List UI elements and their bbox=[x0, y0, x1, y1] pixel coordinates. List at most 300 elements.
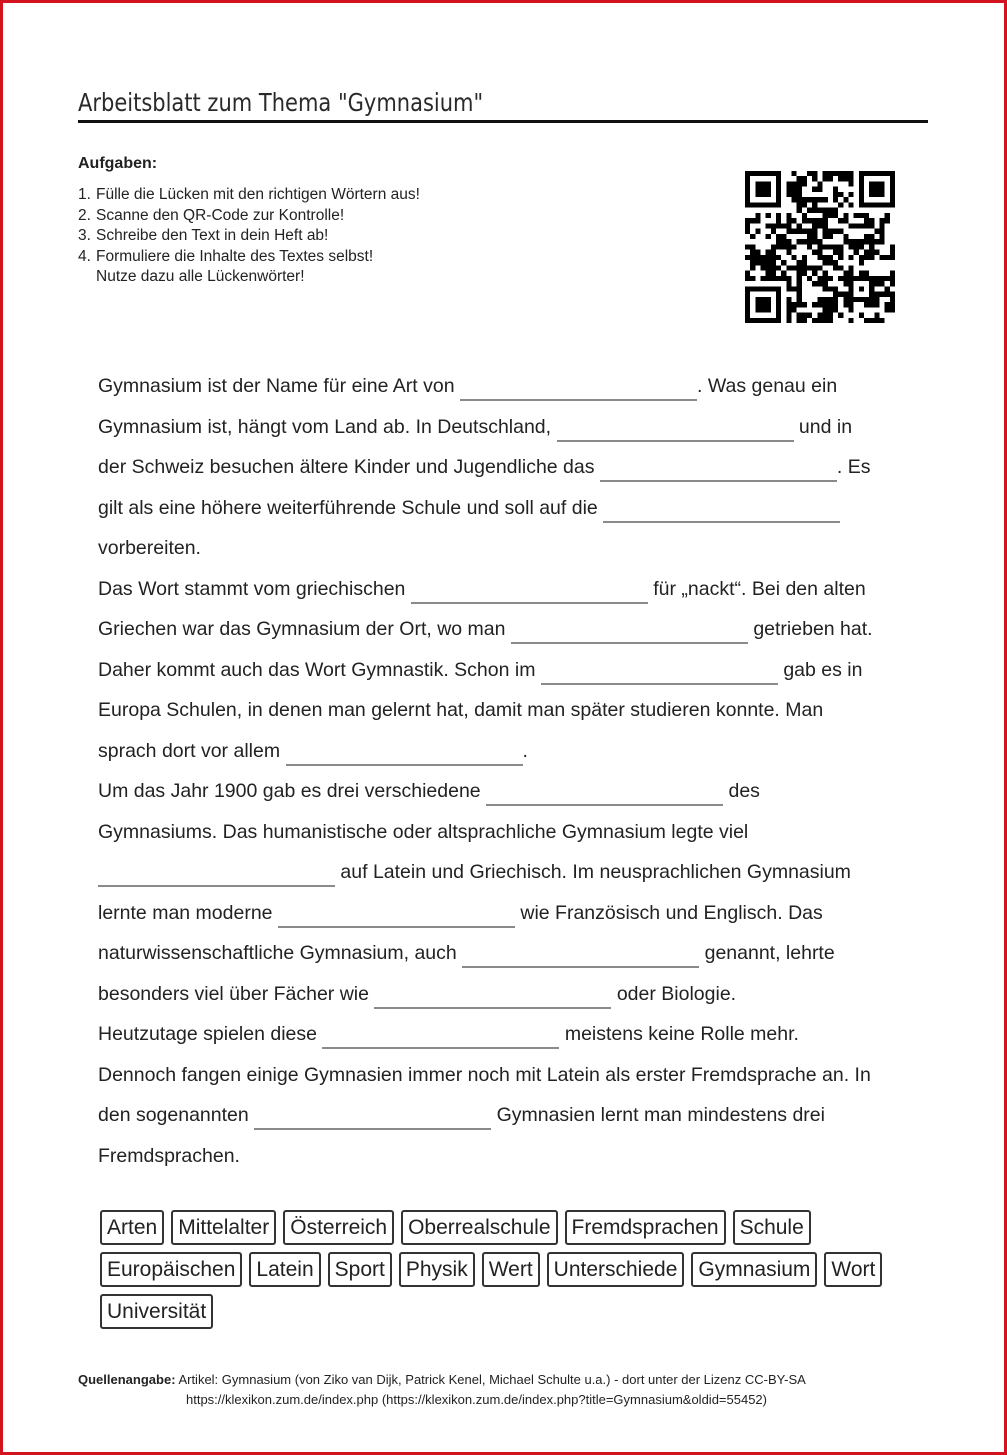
qr-module bbox=[890, 187, 895, 192]
word-chip[interactable]: Physik bbox=[399, 1252, 475, 1287]
qr-module bbox=[885, 302, 890, 307]
qr-module bbox=[766, 187, 771, 192]
qr-module bbox=[817, 223, 822, 228]
qr-module bbox=[776, 197, 781, 202]
gap-field[interactable] bbox=[254, 1104, 491, 1130]
qr-module bbox=[797, 223, 802, 228]
qr-module bbox=[869, 318, 874, 323]
qr-module bbox=[807, 218, 812, 223]
qr-module bbox=[745, 318, 750, 323]
qr-module bbox=[833, 260, 838, 265]
qr-module bbox=[864, 218, 869, 223]
qr-module bbox=[848, 202, 853, 207]
qr-module bbox=[766, 250, 771, 255]
word-chip[interactable]: Wort bbox=[824, 1252, 882, 1287]
qr-module bbox=[864, 250, 869, 255]
qr-module bbox=[802, 229, 807, 234]
qr-module bbox=[776, 244, 781, 249]
qr-module bbox=[812, 250, 817, 255]
qr-module bbox=[823, 307, 828, 312]
qr-module bbox=[848, 302, 853, 307]
qr-module bbox=[776, 276, 781, 281]
gap-field[interactable] bbox=[322, 1023, 559, 1049]
text-line: Dennoch fangen einige Gymnasien immer noch mit Latein als erster Fremdsprache an. In bbox=[98, 1063, 871, 1086]
qr-module bbox=[833, 307, 838, 312]
qr-module bbox=[828, 307, 833, 312]
word-chip[interactable]: Schule bbox=[733, 1210, 811, 1245]
qr-module bbox=[766, 297, 771, 302]
qr-module bbox=[812, 302, 817, 307]
qr-module bbox=[869, 281, 874, 286]
qr-module bbox=[848, 176, 853, 181]
qr-module bbox=[750, 250, 755, 255]
qr-module bbox=[776, 223, 781, 228]
qr-module bbox=[802, 213, 807, 218]
text-line: Europa Schulen, in denen man gelernt hat, damit man später studieren konnte. Man bbox=[98, 699, 824, 721]
word-chip[interactable]: Europäischen bbox=[100, 1252, 242, 1287]
word-bank-row bbox=[100, 1294, 920, 1329]
qr-module bbox=[890, 302, 895, 307]
gap-field[interactable] bbox=[460, 375, 697, 401]
qr-module bbox=[792, 244, 797, 249]
qr-module bbox=[802, 202, 807, 207]
word-chip[interactable]: Oberrealschule bbox=[401, 1210, 557, 1245]
qr-module bbox=[890, 171, 895, 176]
qr-module bbox=[874, 292, 879, 297]
qr-module bbox=[792, 197, 797, 202]
qr-module bbox=[776, 171, 781, 176]
qr-module bbox=[797, 281, 802, 286]
word-chip[interactable]: Wert bbox=[482, 1252, 540, 1287]
qr-module bbox=[843, 271, 848, 276]
qr-module bbox=[823, 223, 828, 228]
qr-module bbox=[797, 239, 802, 244]
qr-module bbox=[885, 276, 890, 281]
qr-module bbox=[786, 276, 791, 281]
qr-module bbox=[833, 197, 838, 202]
qr-module bbox=[802, 260, 807, 265]
qr-module bbox=[797, 202, 802, 207]
qr-module bbox=[833, 250, 838, 255]
qr-module bbox=[776, 255, 781, 260]
text-line: lernte man moderne wie Französisch und Englisch. Das bbox=[98, 893, 918, 934]
qr-module bbox=[792, 187, 797, 192]
qr-module bbox=[869, 297, 874, 302]
qr-module bbox=[854, 213, 859, 218]
qr-module bbox=[776, 286, 781, 291]
qr-module bbox=[843, 213, 848, 218]
qr-module bbox=[854, 239, 859, 244]
qr-module bbox=[890, 197, 895, 202]
qr-module bbox=[807, 229, 812, 234]
qr-module bbox=[817, 297, 822, 302]
qr-module bbox=[792, 229, 797, 234]
gap-field[interactable] bbox=[278, 902, 515, 928]
qr-module bbox=[885, 307, 890, 312]
qr-module bbox=[761, 302, 766, 307]
qr-module bbox=[802, 271, 807, 276]
qr-module bbox=[874, 239, 879, 244]
qr-module bbox=[797, 208, 802, 213]
qr-module bbox=[750, 171, 755, 176]
qr-module bbox=[786, 297, 791, 302]
qr-module bbox=[874, 181, 879, 186]
qr-module bbox=[817, 187, 822, 192]
qr-module bbox=[874, 297, 879, 302]
gap-field[interactable] bbox=[600, 456, 837, 482]
gap-field[interactable] bbox=[98, 861, 335, 887]
text-line: Gymnasiums. Das humanistische oder altsprachliche Gymnasium legte viel bbox=[98, 820, 749, 843]
qr-module bbox=[864, 318, 869, 323]
qr-module bbox=[879, 318, 884, 323]
qr-module bbox=[750, 318, 755, 323]
qr-module bbox=[817, 250, 822, 255]
qr-module bbox=[854, 250, 859, 255]
qr-module bbox=[781, 234, 786, 239]
qr-module bbox=[823, 171, 828, 176]
gap-field[interactable] bbox=[462, 942, 699, 968]
qr-module bbox=[797, 265, 802, 270]
qr-module bbox=[771, 265, 776, 270]
text-line: besonders viel über Fächer wie oder Biologie. bbox=[98, 974, 918, 1015]
qr-module bbox=[864, 297, 869, 302]
qr-module bbox=[802, 318, 807, 323]
qr-module bbox=[812, 239, 817, 244]
qr-module bbox=[807, 171, 812, 176]
qr-module bbox=[792, 302, 797, 307]
qr-module bbox=[838, 192, 843, 197]
qr-module bbox=[823, 234, 828, 239]
qr-module bbox=[745, 313, 750, 318]
qr-module bbox=[786, 181, 791, 186]
qr-module bbox=[833, 244, 838, 249]
qr-module bbox=[833, 286, 838, 291]
qr-module bbox=[823, 281, 828, 286]
qr-module bbox=[755, 229, 760, 234]
word-chip[interactable]: Fremdsprachen bbox=[565, 1210, 726, 1245]
qr-module bbox=[864, 276, 869, 281]
qr-module bbox=[869, 187, 874, 192]
qr-module bbox=[823, 260, 828, 265]
qr-module bbox=[766, 307, 771, 312]
qr-module bbox=[761, 307, 766, 312]
qr-module bbox=[879, 218, 884, 223]
qr-module bbox=[869, 234, 874, 239]
qr-module bbox=[812, 208, 817, 213]
qr-module bbox=[766, 181, 771, 186]
qr-module bbox=[874, 187, 879, 192]
qr-module bbox=[750, 286, 755, 291]
qr-module bbox=[828, 297, 833, 302]
text-line: Heutzutage spielen diese meistens keine Rolle mehr. bbox=[98, 1014, 918, 1055]
qr-module bbox=[890, 192, 895, 197]
qr-module bbox=[817, 181, 822, 186]
qr-module bbox=[848, 171, 853, 176]
task-item: 2. Scanne den QR-Code zur Kontrolle! bbox=[78, 206, 345, 224]
qr-module bbox=[874, 171, 879, 176]
worksheet-title: Arbeitsblatt zum Thema "Gymnasium" bbox=[78, 88, 484, 117]
qr-module bbox=[843, 281, 848, 286]
word-chip[interactable]: Arten bbox=[100, 1210, 164, 1245]
gap-field[interactable] bbox=[486, 780, 723, 806]
qr-module bbox=[838, 255, 843, 260]
qr-module bbox=[797, 313, 802, 318]
qr-module bbox=[786, 239, 791, 244]
qr-module bbox=[750, 234, 755, 239]
qr-module bbox=[864, 271, 869, 276]
qr-module bbox=[823, 213, 828, 218]
gap-field[interactable] bbox=[603, 497, 840, 523]
qr-module bbox=[802, 265, 807, 270]
qr-module bbox=[755, 307, 760, 312]
qr-module bbox=[833, 187, 838, 192]
qr-module bbox=[755, 318, 760, 323]
word-chip[interactable]: Mittelalter bbox=[171, 1210, 276, 1245]
qr-module bbox=[859, 271, 864, 276]
qr-module bbox=[786, 187, 791, 192]
qr-module bbox=[859, 276, 864, 281]
qr-module bbox=[766, 192, 771, 197]
qr-module bbox=[766, 213, 771, 218]
qr-module bbox=[807, 244, 812, 249]
qr-module bbox=[812, 281, 817, 286]
qr-module bbox=[776, 213, 781, 218]
qr-module bbox=[823, 197, 828, 202]
qr-module bbox=[776, 239, 781, 244]
qr-module bbox=[869, 202, 874, 207]
qr-module bbox=[792, 181, 797, 186]
qr-module bbox=[817, 302, 822, 307]
qr-module bbox=[885, 292, 890, 297]
qr-module bbox=[828, 255, 833, 260]
qr-module bbox=[828, 229, 833, 234]
source-label: Quellenangabe: bbox=[78, 1372, 176, 1387]
qr-module bbox=[869, 223, 874, 228]
qr-module bbox=[766, 171, 771, 176]
qr-module bbox=[848, 318, 853, 323]
qr-module bbox=[843, 218, 848, 223]
text-line: den sogenannten Gymnasien lernt man mindestens drei bbox=[98, 1095, 918, 1136]
task-item: 1. Fülle die Lücken mit den richtigen Wörtern aus! bbox=[78, 186, 420, 203]
qr-module bbox=[859, 223, 864, 228]
qr-module bbox=[823, 244, 828, 249]
qr-module bbox=[874, 302, 879, 307]
qr-module bbox=[817, 197, 822, 202]
qr-module bbox=[848, 244, 853, 249]
qr-module bbox=[761, 192, 766, 197]
qr-module bbox=[823, 229, 828, 234]
qr-module bbox=[823, 276, 828, 281]
qr-module bbox=[859, 244, 864, 249]
qr-module bbox=[745, 307, 750, 312]
qr-module bbox=[828, 302, 833, 307]
qr-module bbox=[755, 192, 760, 197]
qr-module bbox=[755, 286, 760, 291]
qr-module bbox=[786, 213, 791, 218]
task-item: 4. Formuliere die Inhalte des Textes selbst! bbox=[78, 247, 374, 265]
qr-module bbox=[879, 255, 884, 260]
qr-module bbox=[833, 297, 838, 302]
qr-module bbox=[802, 181, 807, 186]
qr-module bbox=[843, 276, 848, 281]
qr-module bbox=[771, 276, 776, 281]
gap-field[interactable] bbox=[541, 659, 778, 685]
qr-module bbox=[869, 192, 874, 197]
qr-module bbox=[833, 292, 838, 297]
qr-module bbox=[817, 265, 822, 270]
source-url[interactable]: https://klexikon.zum.de/index.php (https://klexikon.zum.de/index.php?title=Gymnasium&oldid=55452) bbox=[186, 1392, 767, 1407]
qr-module bbox=[745, 297, 750, 302]
qr-module bbox=[750, 202, 755, 207]
qr-module bbox=[833, 229, 838, 234]
qr-module bbox=[817, 318, 822, 323]
qr-module bbox=[848, 297, 853, 302]
qr-module bbox=[745, 244, 750, 249]
qr-module bbox=[879, 223, 884, 228]
qr-module bbox=[802, 313, 807, 318]
qr-module bbox=[823, 297, 828, 302]
qr-module bbox=[812, 234, 817, 239]
qr-module bbox=[761, 297, 766, 302]
qr-module bbox=[745, 192, 750, 197]
qr-module bbox=[807, 265, 812, 270]
qr-module bbox=[786, 307, 791, 312]
qr-module bbox=[833, 213, 838, 218]
word-bank bbox=[100, 1210, 920, 1336]
qr-module bbox=[786, 223, 791, 228]
qr-module bbox=[848, 276, 853, 281]
qr-module bbox=[786, 218, 791, 223]
qr-module bbox=[797, 197, 802, 202]
task-item-continuation: Nutze dazu alle Lückenwörter! bbox=[96, 268, 305, 286]
qr-module bbox=[792, 286, 797, 291]
qr-module bbox=[890, 244, 895, 249]
qr-module bbox=[797, 187, 802, 192]
qr-module bbox=[745, 286, 750, 291]
qr-module bbox=[817, 281, 822, 286]
gap-field[interactable] bbox=[411, 578, 648, 604]
qr-module bbox=[828, 234, 833, 239]
qr-module bbox=[885, 171, 890, 176]
qr-module bbox=[797, 286, 802, 291]
qr-module bbox=[848, 286, 853, 291]
qr-module bbox=[869, 276, 874, 281]
text-line: Daher kommt auch das Wort Gymnastik. Schon im gab es in bbox=[98, 650, 918, 691]
word-chip[interactable]: Österreich bbox=[283, 1210, 394, 1245]
qr-module bbox=[823, 255, 828, 260]
qr-module bbox=[843, 197, 848, 202]
qr-module bbox=[750, 260, 755, 265]
qr-module bbox=[766, 286, 771, 291]
text-line: Gymnasium ist der Name für eine Art von . Was genau ein bbox=[98, 366, 918, 407]
qr-module bbox=[797, 302, 802, 307]
qr-module bbox=[776, 234, 781, 239]
qr-module bbox=[745, 276, 750, 281]
qr-module bbox=[817, 239, 822, 244]
qr-module bbox=[812, 218, 817, 223]
qr-module bbox=[869, 292, 874, 297]
qr-module bbox=[838, 218, 843, 223]
qr-module bbox=[755, 213, 760, 218]
qr-module bbox=[869, 286, 874, 291]
gap-field[interactable] bbox=[286, 740, 523, 766]
qr-module bbox=[761, 171, 766, 176]
qr-module bbox=[771, 202, 776, 207]
qr-module bbox=[848, 255, 853, 260]
qr-module bbox=[755, 218, 760, 223]
qr-module bbox=[828, 208, 833, 213]
word-bank-row bbox=[100, 1210, 920, 1245]
qr-module bbox=[879, 281, 884, 286]
qr-module bbox=[786, 318, 791, 323]
qr-module bbox=[823, 302, 828, 307]
qr-module bbox=[745, 171, 750, 176]
qr-module bbox=[838, 244, 843, 249]
qr-module bbox=[823, 286, 828, 291]
qr-module bbox=[817, 218, 822, 223]
qr-module bbox=[797, 260, 802, 265]
text-line: gilt als eine höhere weiterführende Schule und soll auf die bbox=[98, 488, 918, 529]
qr-module bbox=[874, 229, 879, 234]
qr-module bbox=[761, 181, 766, 186]
word-chip[interactable]: Universität bbox=[100, 1294, 213, 1329]
qr-module bbox=[797, 271, 802, 276]
qr-module bbox=[812, 271, 817, 276]
qr-module bbox=[776, 297, 781, 302]
qr-module bbox=[797, 292, 802, 297]
qr-module bbox=[766, 234, 771, 239]
gap-field[interactable] bbox=[511, 618, 748, 644]
qr-module bbox=[823, 218, 828, 223]
gap-field[interactable] bbox=[374, 983, 611, 1009]
gap-field[interactable] bbox=[557, 416, 794, 442]
qr-module bbox=[823, 176, 828, 181]
qr-module bbox=[797, 192, 802, 197]
text-line: Gymnasium ist, hängt vom Land ab. In Deutschland, und in bbox=[98, 407, 918, 448]
tasks-heading: Aufgaben: bbox=[78, 155, 158, 172]
qr-module bbox=[859, 187, 864, 192]
word-chip[interactable]: Latein bbox=[249, 1252, 320, 1287]
qr-module bbox=[771, 255, 776, 260]
qr-module bbox=[890, 297, 895, 302]
word-chip[interactable]: Unterschiede bbox=[547, 1252, 685, 1287]
qr-module bbox=[859, 313, 864, 318]
qr-module bbox=[848, 292, 853, 297]
qr-module bbox=[776, 313, 781, 318]
word-chip[interactable]: Gymnasium bbox=[691, 1252, 817, 1287]
word-chip[interactable]: Sport bbox=[328, 1252, 392, 1287]
qr-module bbox=[828, 176, 833, 181]
qr-module bbox=[859, 181, 864, 186]
qr-module bbox=[848, 239, 853, 244]
task-item: 3. Schreibe den Text in dein Heft ab! bbox=[78, 227, 329, 245]
qr-module bbox=[890, 307, 895, 312]
qr-module bbox=[838, 313, 843, 318]
qr-module bbox=[781, 260, 786, 265]
qr-module bbox=[885, 202, 890, 207]
qr-module bbox=[843, 171, 848, 176]
qr-module bbox=[755, 202, 760, 207]
qr-module bbox=[823, 208, 828, 213]
qr-module bbox=[854, 223, 859, 228]
qr-module bbox=[890, 202, 895, 207]
qr-module bbox=[766, 276, 771, 281]
qr-module bbox=[859, 176, 864, 181]
qr-code-icon[interactable] bbox=[745, 171, 895, 323]
qr-module bbox=[859, 286, 864, 291]
qr-module bbox=[859, 297, 864, 302]
qr-module bbox=[761, 286, 766, 291]
